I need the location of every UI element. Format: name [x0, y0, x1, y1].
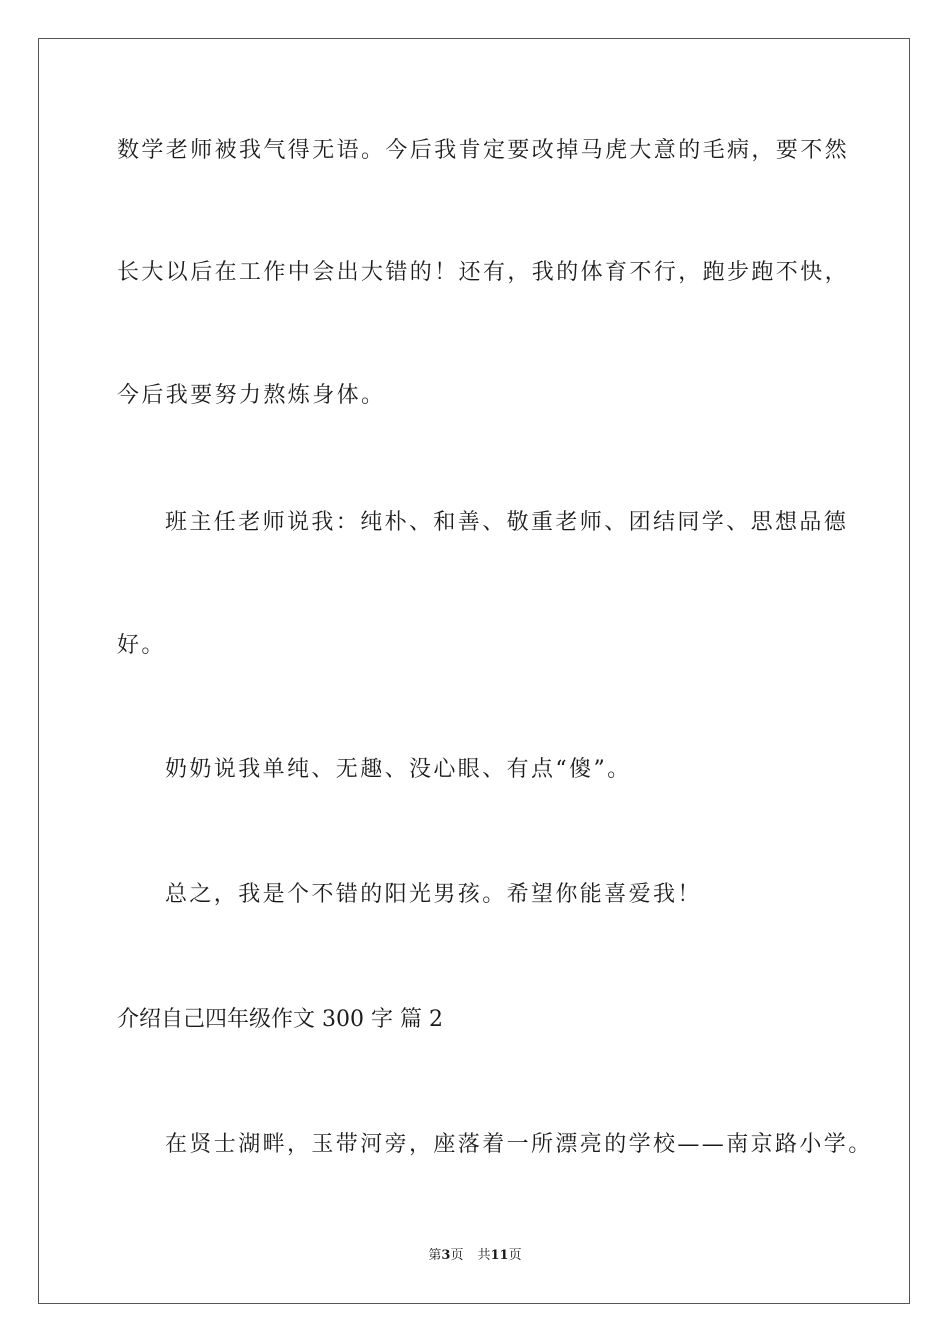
footer-total-prefix: 共	[477, 1248, 491, 1263]
paragraph-line-6: 奶奶说我单纯、无趣、没心眼、有点“傻”。	[165, 757, 632, 782]
paragraph-line-2: 长大以后在工作中会出大错的！还有，我的体育不行，跑步跑不快，	[117, 260, 850, 285]
footer-total-number: 11	[490, 1248, 509, 1263]
footer-page-suffix: 页	[450, 1248, 464, 1263]
section-heading: 介绍自己四年级作文 300 字 篇 2	[117, 1007, 443, 1032]
paragraph-line-4: 班主任老师说我：纯朴、和善、敬重老师、团结同学、思想品德	[165, 510, 849, 535]
footer-page-prefix: 第	[428, 1248, 442, 1263]
footer-page-number: 3	[441, 1248, 451, 1263]
paragraph-line-3: 今后我要努力熬炼身体。	[117, 383, 386, 408]
paragraph-line-1: 数学老师被我气得无语。今后我肯定要改掉马虎大意的毛病，要不然	[117, 138, 850, 163]
footer-total-suffix: 页	[508, 1248, 522, 1263]
paragraph-line-7: 总之，我是个不错的阳光男孩。希望你能喜爱我！	[165, 882, 702, 907]
page-footer	[0, 1247, 950, 1265]
page-border	[38, 38, 910, 1304]
paragraph-line-5: 好。	[117, 633, 166, 658]
paragraph-line-8: 在贤士湖畔，玉带河旁，座落着一所漂亮的学校——南京路小学。	[165, 1132, 873, 1157]
